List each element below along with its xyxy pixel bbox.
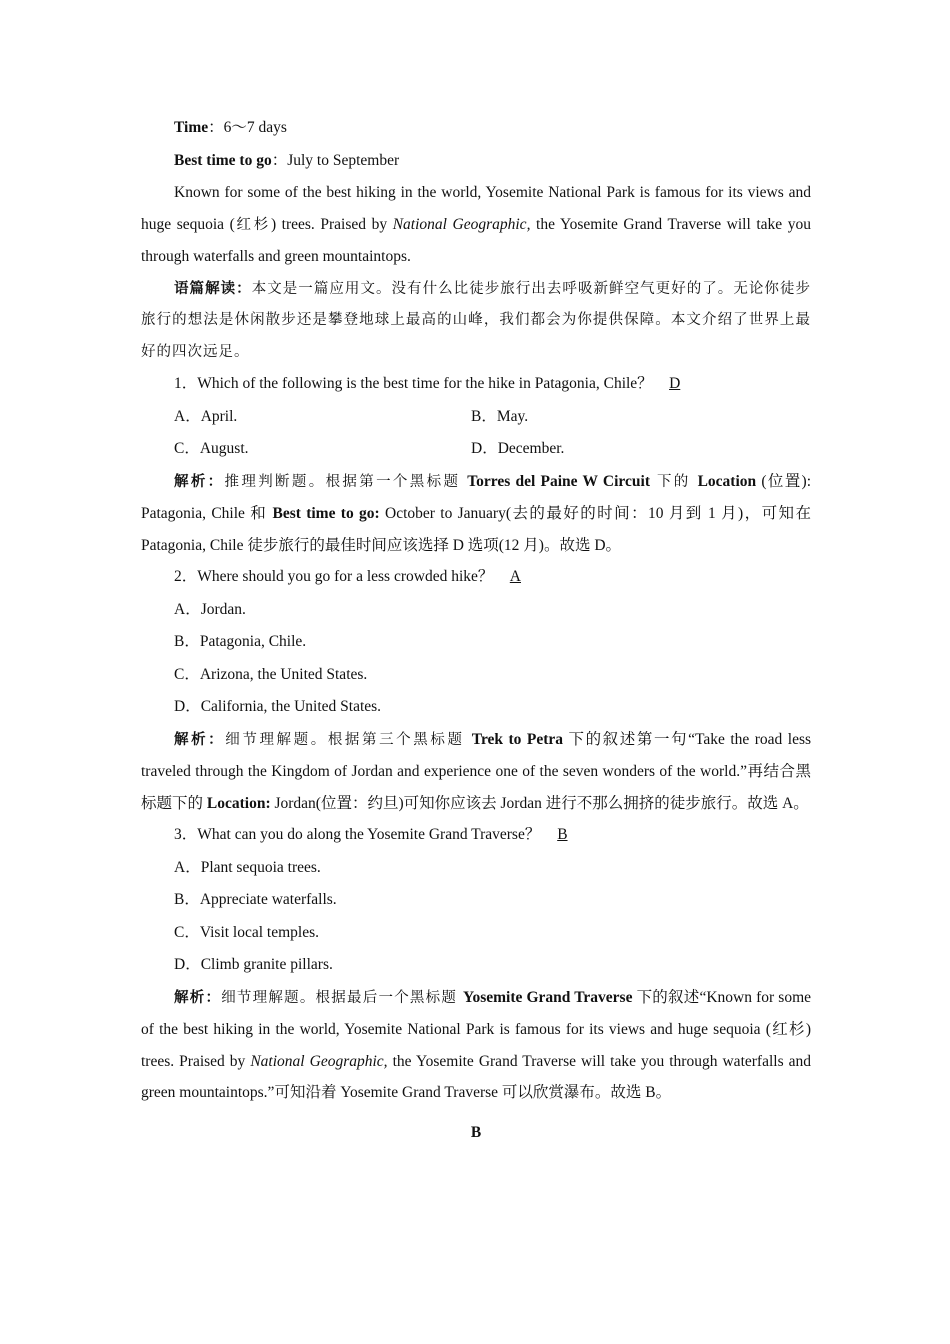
question-3-answer: B	[557, 826, 568, 843]
question-1-option-d: D．December.	[471, 440, 565, 457]
question-2-analysis	[141, 724, 811, 820]
question-1-answer: D	[669, 375, 681, 392]
question-1-option-c: C．August.	[174, 440, 249, 457]
question-3-option-d: D．Climb granite pillars.	[174, 956, 333, 973]
question-1	[141, 368, 811, 401]
question-3-option-a: A．Plant sequoia trees.	[174, 858, 321, 876]
question-1-options-row-2	[141, 433, 811, 466]
section-marker: B	[470, 1123, 482, 1141]
summary-label: 语篇解读：	[174, 279, 252, 297]
summary-text: 本文是一篇应用文。没有什么比徒步旅行出去呼吸新鲜空气更好的了。无论你徒步旅行的想法是休闲散步还是攀登地球上最高的山峰，我们都会为你提供保障。本文介绍了世界上最好的四次远足。	[141, 280, 811, 360]
question-1-options-row-1	[141, 401, 811, 434]
question-2-answer: A	[509, 568, 521, 585]
question-2	[141, 561, 811, 594]
question-1-option-b: B．May.	[471, 407, 529, 425]
question-3-stem: 3．What can you do along the Yosemite Grand Traverse？	[174, 826, 541, 843]
question-2-option-c: C．Arizona, the United States.	[174, 665, 368, 683]
analysis-text: 细节理解题。根据最后一个黑标题	[221, 989, 463, 1006]
analysis-italic: National Geographic,	[250, 1052, 388, 1070]
intro-text-2: ) trees. Praised by	[270, 215, 393, 233]
analysis-text: October to January(去的最好的时间：10 月到 1 月)，可知在 Patagonia, Chile 徒步旅行的最佳时间应该选择 D 选项(12 月)。故选 D。	[141, 505, 811, 554]
analysis-text: Jordan(位置：约旦)可知你应该去 Jordan 进行不那么拥挤的徒步旅行。故选 A。	[270, 794, 809, 812]
question-3-option-b: B．Appreciate waterfalls.	[174, 891, 337, 908]
question-3	[141, 819, 811, 852]
analysis-label: 解析：	[174, 472, 225, 490]
summary-paragraph	[141, 273, 811, 369]
question-1-option-a: A．April.	[174, 407, 238, 425]
time-line	[141, 112, 811, 145]
analysis-label: 解析：	[174, 988, 222, 1006]
intro-text-italic: National Geographic,	[392, 215, 531, 233]
intro-text-1: Known for some of the best hiking in the world, Yosemite National Park is famous for its views and huge sequoia (	[141, 184, 811, 233]
question-2-option-a: A．Jordan.	[174, 600, 246, 618]
time-label: Time	[174, 119, 209, 136]
intro-paragraph	[141, 177, 811, 273]
analysis-text: the Yosemite Grand Traverse will take you through waterfalls and green mountaintops.”可知沿着 Yosemite Grand Traverse 可以欣赏瀑布。故选 B。	[141, 1052, 811, 1101]
time-value: ：6～7 days	[208, 119, 287, 136]
question-3-option-c: C．Visit local temples.	[174, 923, 320, 941]
question-2-option-b: B．Patagonia, Chile.	[174, 633, 307, 650]
analysis-bold: Yosemite Grand Traverse	[462, 988, 633, 1006]
question-2-option-d: D．California, the United States.	[174, 698, 382, 715]
analysis-bold: Location	[697, 472, 757, 490]
question-2-stem: 2．Where should you go for a less crowded hike？	[174, 568, 494, 585]
analysis-bold: Best time to go:	[272, 505, 380, 522]
best-time-value: ：July to September	[271, 151, 400, 169]
analysis-bold: Location:	[206, 794, 271, 812]
analysis-text: 下的叙述第一句“Take the road less traveled through the Kingdom of Jordan and experience one of the seven wonders of the world.”再结合黑标题下的	[141, 730, 812, 812]
question-1-analysis	[141, 466, 811, 562]
analysis-label: 解析：	[174, 730, 226, 748]
analysis-text: 细节理解题。根据第三个黑标题	[225, 731, 472, 748]
intro-text-3: the Yosemite Grand Traverse will take you through waterfalls and green mountaintops.	[141, 215, 812, 265]
intro-text-cn: 红杉	[234, 216, 271, 233]
question-1-stem: 1．Which of the following is the best time for the hike in Patagonia, Chile？	[174, 375, 653, 392]
analysis-text: 下的叙述“Known for some of the best hiking in the world, Yosemite National Park is famous for its views and huge sequoia (红杉) trees. Praised by	[141, 988, 812, 1070]
document-page	[141, 112, 811, 1153]
best-time-label: Best time to go	[174, 151, 272, 169]
analysis-bold: Trek to Petra	[471, 730, 564, 748]
analysis-text: 推理判断题。根据第一个黑标题	[224, 473, 468, 490]
analysis-text: 下的	[650, 473, 698, 490]
analysis-bold: Torres del Paine W Circuit	[467, 472, 650, 490]
analysis-text: (位置): Patagonia, Chile 和	[141, 472, 812, 522]
question-3-analysis	[141, 982, 811, 1109]
best-time-line	[141, 145, 811, 178]
